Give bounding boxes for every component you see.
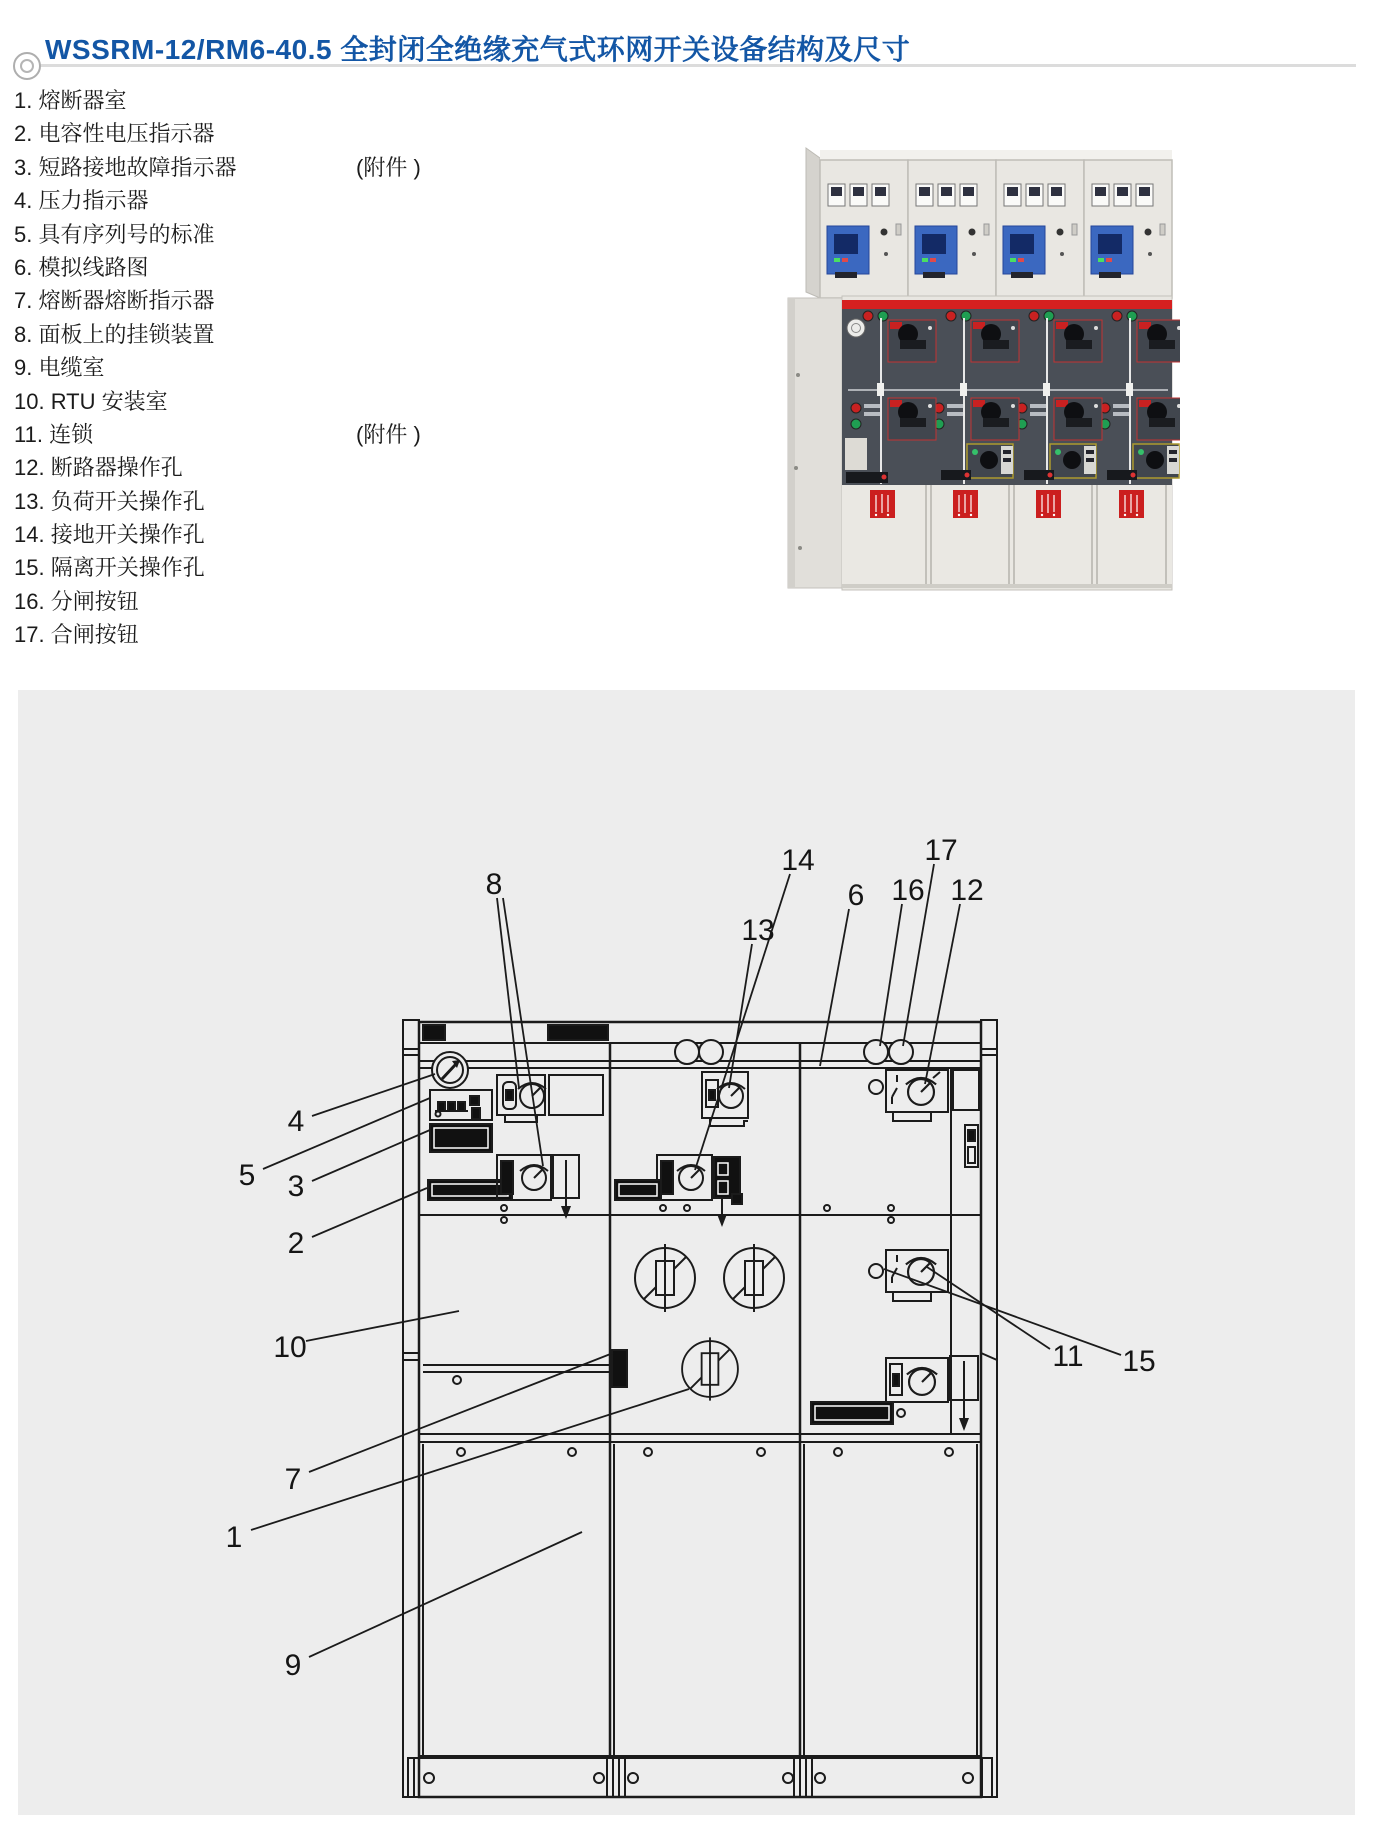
list-item: 12. 断路器操作孔 — [14, 455, 183, 481]
callout-2: 2 — [287, 1227, 305, 1260]
panel2-widgets — [612, 1072, 784, 1401]
callout-labels — [226, 834, 1156, 1682]
callout-12: 12 — [950, 874, 984, 907]
list-item: 6. 模拟线路图 — [14, 254, 149, 280]
list-item: 15. 隔离开关操作孔 — [14, 555, 205, 581]
callout-15: 15 — [1122, 1345, 1156, 1378]
panel1-widgets — [428, 1052, 603, 1219]
callout-6: 6 — [847, 879, 865, 912]
callout-9: 9 — [284, 1649, 302, 1682]
callout-lines — [251, 864, 1121, 1657]
list-item: 11. 连锁 (附件 ) — [14, 421, 421, 447]
callout-16: 16 — [891, 874, 925, 907]
list-item: 13. 负荷开关操作孔 — [14, 488, 205, 514]
callout-10: 10 — [273, 1331, 307, 1364]
list-item: 1. 熔断器室 — [14, 88, 127, 113]
photo-door-section — [842, 485, 1172, 588]
list-item: 16. 分闸按钮 — [14, 588, 139, 614]
list-item: 8. 面板上的挂锁装置 — [14, 321, 215, 347]
bullet-ring-icon — [13, 52, 41, 80]
list-item: 14. 接地开关操作孔 — [14, 522, 205, 548]
parts-list — [14, 84, 534, 652]
callout-8: 8 — [485, 868, 503, 901]
list-item: 17. 合闸按钮 — [14, 622, 139, 648]
callout-14: 14 — [781, 844, 815, 877]
callout-7: 7 — [284, 1463, 302, 1496]
list-item: 4. 压力指示器 — [14, 188, 149, 214]
list-item: 5. 具有序列号的标准 — [14, 221, 215, 247]
list-item: 7. 熔断器熔断指示器 — [14, 288, 215, 314]
photo-relay-section — [806, 148, 1172, 298]
callout-11: 11 — [1052, 1340, 1084, 1373]
list-item: 10. RTU 安装室 — [14, 388, 168, 414]
callout-17: 17 — [924, 834, 958, 867]
diagram-panel — [18, 690, 1355, 1815]
list-item: 9. 电缆室 — [14, 355, 105, 381]
list-item: 2. 电容性电压指示器 — [14, 121, 215, 147]
callout-4: 4 — [287, 1105, 305, 1138]
callout-3: 3 — [287, 1170, 305, 1203]
switchgear-photo — [650, 120, 1180, 600]
callout-13: 13 — [741, 914, 775, 947]
callout-5: 5 — [238, 1159, 256, 1192]
list-item: 3. 短路接地故障指示器 (附件 ) — [14, 154, 421, 180]
page-title: WSSRM-12/RM6-40.5 全封闭全绝缘充气式环网开关设备结构及尺寸 — [45, 34, 911, 65]
callout-1: 1 — [225, 1521, 243, 1554]
panel3-widgets — [811, 1070, 979, 1431]
